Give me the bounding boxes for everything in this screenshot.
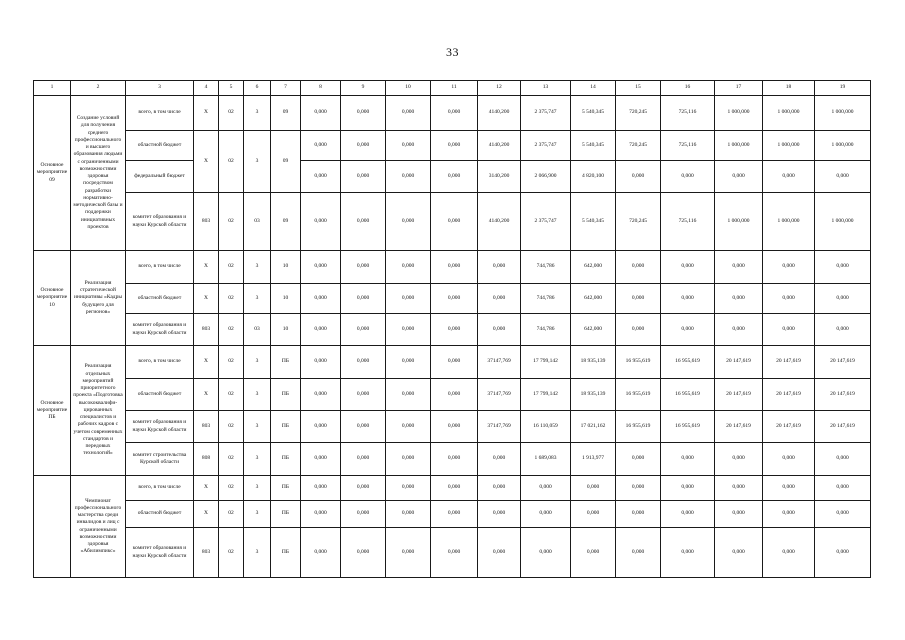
amount-cell: 0,000: [715, 161, 763, 193]
column-number-7: 7: [271, 81, 301, 96]
amount-cell: 20 147,619: [715, 379, 763, 411]
budget-code-cell: 09: [271, 193, 301, 251]
amount-cell: 0,000: [815, 443, 871, 476]
amount-cell: 0,000: [616, 161, 661, 193]
amount-cell: 0,000: [763, 476, 815, 501]
amount-cell: 0,000: [431, 379, 478, 411]
funding-source-cell: федеральный бюджет: [126, 161, 194, 193]
amount-cell: 744,786: [521, 314, 571, 346]
amount-cell: 720,245: [616, 96, 661, 131]
amount-cell: 0,000: [715, 501, 763, 528]
table-row: [34, 379, 871, 411]
amount-cell: 0,000: [478, 251, 521, 284]
amount-cell: 0,000: [616, 251, 661, 284]
amount-cell: 1 000,000: [763, 193, 815, 251]
budget-code-cell: 03: [244, 314, 271, 346]
amount-cell: 0,000: [815, 528, 871, 578]
table-row: [34, 193, 871, 251]
budget-code-cell: 808: [194, 443, 219, 476]
amount-cell: 1 000,000: [763, 131, 815, 161]
amount-cell: 0,000: [431, 346, 478, 379]
amount-cell: 0,000: [661, 251, 715, 284]
amount-cell: 0,000: [616, 501, 661, 528]
table-row: [34, 443, 871, 476]
funding-source-cell: всего, в том числе: [126, 346, 194, 379]
amount-cell: 4140,200: [478, 131, 521, 161]
budget-code-cell: 02: [219, 251, 244, 284]
amount-cell: 20 147,619: [715, 346, 763, 379]
amount-cell: 0,000: [763, 314, 815, 346]
table-row: [34, 161, 871, 193]
amount-cell: 0,000: [301, 193, 341, 251]
budget-code-cell: X: [194, 476, 219, 501]
amount-cell: 0,000: [616, 284, 661, 314]
budget-code-cell: 02: [219, 96, 244, 131]
amount-cell: 17 799,142: [521, 346, 571, 379]
table-row: [34, 314, 871, 346]
budget-code-cell: ПБ: [271, 443, 301, 476]
amount-cell: 1 000,000: [815, 96, 871, 131]
amount-cell: 3140,200: [478, 161, 521, 193]
budget-code-cell: 02: [219, 476, 244, 501]
amount-cell: 16 955,619: [661, 346, 715, 379]
budget-code-cell: 03: [244, 193, 271, 251]
budget-code-cell: X: [194, 96, 219, 131]
column-number-16: 16: [661, 81, 715, 96]
budget-code-cell: 803: [194, 528, 219, 578]
budget-code-cell: 803: [194, 193, 219, 251]
amount-cell: 0,000: [715, 314, 763, 346]
amount-cell: 0,000: [763, 251, 815, 284]
budget-code-cell: 3: [244, 476, 271, 501]
amount-cell: 0,000: [815, 284, 871, 314]
amount-cell: 0,000: [386, 314, 431, 346]
budget-code-cell: 02: [219, 443, 244, 476]
amount-cell: 1 913,977: [571, 443, 616, 476]
amount-cell: 1 689,083: [521, 443, 571, 476]
amount-cell: 0,000: [431, 528, 478, 578]
table-row: [34, 411, 871, 443]
budget-code-cell: ПБ: [271, 346, 301, 379]
budget-code-cell: 3: [244, 501, 271, 528]
amount-cell: 0,000: [815, 476, 871, 501]
amount-cell: 0,000: [431, 161, 478, 193]
amount-cell: 0,000: [301, 161, 341, 193]
amount-cell: 0,000: [661, 476, 715, 501]
table-row: [34, 251, 871, 284]
amount-cell: 0,000: [341, 96, 386, 131]
measure-name-cell: Реализация отдельных мероприятий приоритетного проекта «Подготовка высококвалифицированных специалистов и рабочих кадров с учетом современных стандартов и передовых технологий»: [71, 346, 126, 476]
amount-cell: 0,000: [301, 501, 341, 528]
amount-cell: 20 147,619: [715, 411, 763, 443]
amount-cell: 0,000: [386, 379, 431, 411]
amount-cell: 0,000: [815, 251, 871, 284]
amount-cell: 0,000: [341, 284, 386, 314]
amount-cell: 0,000: [301, 528, 341, 578]
amount-cell: 0,000: [478, 501, 521, 528]
amount-cell: 20 147,619: [815, 411, 871, 443]
budget-code-cell: 3: [244, 443, 271, 476]
amount-cell: 0,000: [386, 443, 431, 476]
amount-cell: 17 799,142: [521, 379, 571, 411]
budget-code-cell: 02: [219, 501, 244, 528]
column-number-8: 8: [301, 81, 341, 96]
amount-cell: 0,000: [763, 284, 815, 314]
amount-cell: 0,000: [386, 161, 431, 193]
amount-cell: 0,000: [301, 284, 341, 314]
budget-code-cell: 02: [219, 528, 244, 578]
column-number-1: 1: [34, 81, 71, 96]
amount-cell: 0,000: [431, 284, 478, 314]
amount-cell: 0,000: [386, 528, 431, 578]
amount-cell: 16 955,619: [616, 411, 661, 443]
amount-cell: 0,000: [386, 346, 431, 379]
funding-source-cell: областной бюджет: [126, 379, 194, 411]
amount-cell: 0,000: [301, 96, 341, 131]
amount-cell: 0,000: [616, 528, 661, 578]
column-number-19: 19: [815, 81, 871, 96]
amount-cell: 18 935,139: [571, 379, 616, 411]
amount-cell: 0,000: [478, 314, 521, 346]
amount-cell: 37147,769: [478, 411, 521, 443]
amount-cell: 0,000: [301, 346, 341, 379]
column-number-15: 15: [616, 81, 661, 96]
amount-cell: 0,000: [301, 131, 341, 161]
budget-code-cell: X: [194, 501, 219, 528]
amount-cell: 720,245: [616, 193, 661, 251]
amount-cell: 16 955,619: [661, 379, 715, 411]
amount-cell: 1 000,000: [715, 96, 763, 131]
budget-code-cell: ПБ: [271, 528, 301, 578]
amount-cell: 0,000: [661, 443, 715, 476]
amount-cell: 0,000: [616, 443, 661, 476]
funding-source-cell: всего, в том числе: [126, 96, 194, 131]
amount-cell: 0,000: [341, 193, 386, 251]
funding-source-cell: областной бюджет: [126, 501, 194, 528]
amount-cell: 0,000: [431, 501, 478, 528]
budget-code-cell: 10: [271, 251, 301, 284]
amount-cell: 20 147,619: [815, 379, 871, 411]
amount-cell: 0,000: [478, 476, 521, 501]
amount-cell: 2 375,747: [521, 193, 571, 251]
budget-code-cell: 803: [194, 411, 219, 443]
amount-cell: 0,000: [571, 501, 616, 528]
budget-code-cell: X: [194, 131, 219, 193]
amount-cell: 0,000: [815, 501, 871, 528]
amount-cell: 0,000: [661, 161, 715, 193]
table-row: [34, 96, 871, 131]
amount-cell: 37147,769: [478, 346, 521, 379]
amount-cell: 20 147,619: [763, 379, 815, 411]
amount-cell: 0,000: [815, 161, 871, 193]
budget-code-cell: 02: [219, 346, 244, 379]
amount-cell: 0,000: [431, 193, 478, 251]
amount-cell: 0,000: [661, 314, 715, 346]
amount-cell: 20 147,619: [815, 346, 871, 379]
amount-cell: 0,000: [341, 379, 386, 411]
funding-source-cell: всего, в том числе: [126, 251, 194, 284]
amount-cell: 0,000: [301, 251, 341, 284]
amount-cell: 0,000: [763, 501, 815, 528]
amount-cell: 1 000,000: [815, 193, 871, 251]
budget-code-cell: 02: [219, 131, 244, 193]
budget-code-cell: ПБ: [271, 411, 301, 443]
column-number-6: 6: [244, 81, 271, 96]
amount-cell: 0,000: [763, 443, 815, 476]
measure-code-cell: Основное мероприятие 10: [34, 251, 71, 346]
amount-cell: 4140,200: [478, 96, 521, 131]
amount-cell: 0,000: [301, 476, 341, 501]
budget-code-cell: 3: [244, 131, 271, 193]
amount-cell: 4 820,100: [571, 161, 616, 193]
budget-code-cell: 02: [219, 411, 244, 443]
budget-code-cell: X: [194, 346, 219, 379]
budget-code-cell: 3: [244, 346, 271, 379]
amount-cell: 0,000: [341, 346, 386, 379]
amount-cell: 642,000: [571, 251, 616, 284]
amount-cell: 0,000: [301, 443, 341, 476]
amount-cell: 0,000: [715, 476, 763, 501]
amount-cell: 2 066,900: [521, 161, 571, 193]
amount-cell: 744,786: [521, 251, 571, 284]
table-row: [34, 131, 871, 161]
amount-cell: 0,000: [521, 528, 571, 578]
amount-cell: 0,000: [661, 528, 715, 578]
amount-cell: 5 540,345: [571, 193, 616, 251]
amount-cell: 1 000,000: [715, 193, 763, 251]
amount-cell: 0,000: [301, 379, 341, 411]
column-number-11: 11: [431, 81, 478, 96]
amount-cell: 0,000: [478, 528, 521, 578]
amount-cell: 725,116: [661, 131, 715, 161]
amount-cell: 0,000: [616, 314, 661, 346]
column-number-3: 3: [126, 81, 194, 96]
measure-code-cell: Основное мероприятие 09: [34, 96, 71, 251]
amount-cell: 0,000: [386, 96, 431, 131]
column-number-18: 18: [763, 81, 815, 96]
table-row: [34, 476, 871, 501]
amount-cell: 4140,200: [478, 193, 521, 251]
amount-cell: 16 955,619: [661, 411, 715, 443]
column-number-5: 5: [219, 81, 244, 96]
amount-cell: 0,000: [341, 528, 386, 578]
budget-code-cell: ПБ: [271, 379, 301, 411]
budget-code-cell: X: [194, 379, 219, 411]
amount-cell: 18 935,139: [571, 346, 616, 379]
amount-cell: 0,000: [386, 476, 431, 501]
amount-cell: 0,000: [341, 476, 386, 501]
amount-cell: 0,000: [763, 528, 815, 578]
amount-cell: 744,786: [521, 284, 571, 314]
funding-source-cell: комитет образования и науки Курской области: [126, 528, 194, 578]
measure-code-cell: Основное мероприятие ПБ: [34, 346, 71, 476]
budget-code-cell: ПБ: [271, 501, 301, 528]
amount-cell: 0,000: [431, 476, 478, 501]
budget-code-cell: X: [194, 284, 219, 314]
amount-cell: 16 955,619: [616, 379, 661, 411]
amount-cell: 0,000: [478, 284, 521, 314]
amount-cell: 0,000: [341, 131, 386, 161]
table-row: [34, 501, 871, 528]
header-row: [34, 81, 871, 96]
amount-cell: 0,000: [431, 131, 478, 161]
amount-cell: 16 955,619: [616, 346, 661, 379]
column-number-13: 13: [521, 81, 571, 96]
budget-code-cell: 02: [219, 193, 244, 251]
amount-cell: 0,000: [715, 443, 763, 476]
table-row: [34, 346, 871, 379]
amount-cell: 725,116: [661, 96, 715, 131]
column-number-2: 2: [71, 81, 126, 96]
budget-code-cell: 10: [271, 314, 301, 346]
amount-cell: 0,000: [341, 314, 386, 346]
amount-cell: 1 000,000: [815, 131, 871, 161]
amount-cell: 0,000: [715, 528, 763, 578]
budget-code-cell: 10: [271, 284, 301, 314]
budget-code-cell: 3: [244, 251, 271, 284]
amount-cell: 20 147,619: [763, 346, 815, 379]
funding-source-cell: всего, в том числе: [126, 476, 194, 501]
funding-source-cell: областной бюджет: [126, 131, 194, 161]
funding-source-cell: комитет образования и науки Курской области: [126, 193, 194, 251]
budget-code-cell: 02: [219, 379, 244, 411]
amount-cell: 1 000,000: [763, 96, 815, 131]
budget-code-cell: ПБ: [271, 476, 301, 501]
funding-source-cell: комитет строительства Курской области: [126, 443, 194, 476]
amount-cell: 0,000: [386, 131, 431, 161]
amount-cell: 0,000: [571, 528, 616, 578]
amount-cell: 0,000: [386, 501, 431, 528]
amount-cell: 0,000: [341, 501, 386, 528]
amount-cell: 1 000,000: [715, 131, 763, 161]
budget-code-cell: 3: [244, 96, 271, 131]
table-row: [34, 528, 871, 578]
budget-code-cell: 02: [219, 314, 244, 346]
amount-cell: 0,000: [431, 314, 478, 346]
budget-code-cell: 09: [271, 96, 301, 131]
measure-name-cell: Реализация стратегической инициативы «Кадры будущего для регионов»: [71, 251, 126, 346]
amount-cell: 17 021,162: [571, 411, 616, 443]
budget-code-cell: 3: [244, 379, 271, 411]
column-number-4: 4: [194, 81, 219, 96]
column-number-17: 17: [715, 81, 763, 96]
amount-cell: 0,000: [763, 161, 815, 193]
amount-cell: 37147,769: [478, 379, 521, 411]
budget-table: [33, 80, 871, 578]
budget-code-cell: 02: [219, 284, 244, 314]
table-body: [34, 96, 871, 578]
funding-source-cell: комитет образования и науки Курской области: [126, 314, 194, 346]
amount-cell: 0,000: [521, 501, 571, 528]
budget-code-cell: 3: [244, 528, 271, 578]
amount-cell: 0,000: [431, 411, 478, 443]
amount-cell: 0,000: [815, 314, 871, 346]
amount-cell: 0,000: [431, 443, 478, 476]
amount-cell: 0,000: [521, 476, 571, 501]
amount-cell: 0,000: [661, 501, 715, 528]
amount-cell: 0,000: [341, 411, 386, 443]
amount-cell: 5 540,345: [571, 131, 616, 161]
amount-cell: 2 375,747: [521, 96, 571, 131]
amount-cell: 20 147,619: [763, 411, 815, 443]
amount-cell: 0,000: [386, 251, 431, 284]
amount-cell: 720,245: [616, 131, 661, 161]
amount-cell: 725,116: [661, 193, 715, 251]
amount-cell: 0,000: [715, 251, 763, 284]
amount-cell: 0,000: [341, 251, 386, 284]
budget-code-cell: 3: [244, 411, 271, 443]
amount-cell: 0,000: [301, 314, 341, 346]
amount-cell: 0,000: [616, 476, 661, 501]
amount-cell: 0,000: [478, 443, 521, 476]
measure-code-cell: [34, 476, 71, 578]
amount-cell: 0,000: [386, 284, 431, 314]
budget-code-cell: 803: [194, 314, 219, 346]
column-number-12: 12: [478, 81, 521, 96]
amount-cell: 0,000: [341, 161, 386, 193]
column-number-14: 14: [571, 81, 616, 96]
budget-code-cell: 09: [271, 131, 301, 193]
table-row: [34, 284, 871, 314]
amount-cell: 0,000: [431, 251, 478, 284]
amount-cell: 0,000: [431, 96, 478, 131]
amount-cell: 0,000: [386, 411, 431, 443]
amount-cell: 0,000: [661, 284, 715, 314]
amount-cell: 5 540,345: [571, 96, 616, 131]
amount-cell: 0,000: [301, 411, 341, 443]
column-number-10: 10: [386, 81, 431, 96]
amount-cell: 16 110,059: [521, 411, 571, 443]
amount-cell: 0,000: [386, 193, 431, 251]
amount-cell: 2 375,747: [521, 131, 571, 161]
funding-source-cell: областной бюджет: [126, 284, 194, 314]
measure-name-cell: Создание условий для получения среднего профессионального и высшего образования людьми с ограниченными возможностями здоровья посредством разработки нормативно-методической базы и поддержки инициативных проектов: [71, 96, 126, 251]
amount-cell: 642,000: [571, 284, 616, 314]
budget-code-cell: X: [194, 251, 219, 284]
column-number-9: 9: [341, 81, 386, 96]
table-header: [34, 81, 871, 96]
budget-code-cell: 3: [244, 284, 271, 314]
measure-name-cell: Чемпионат профессионального мастерства среди инвалидов и лиц с ограниченными возможностями здоровья «Абилимпикс»: [71, 476, 126, 578]
amount-cell: 0,000: [341, 443, 386, 476]
page-number: 33: [446, 45, 459, 59]
amount-cell: 642,000: [571, 314, 616, 346]
amount-cell: 0,000: [571, 476, 616, 501]
funding-source-cell: комитет образования и науки Курской области: [126, 411, 194, 443]
amount-cell: 0,000: [715, 284, 763, 314]
